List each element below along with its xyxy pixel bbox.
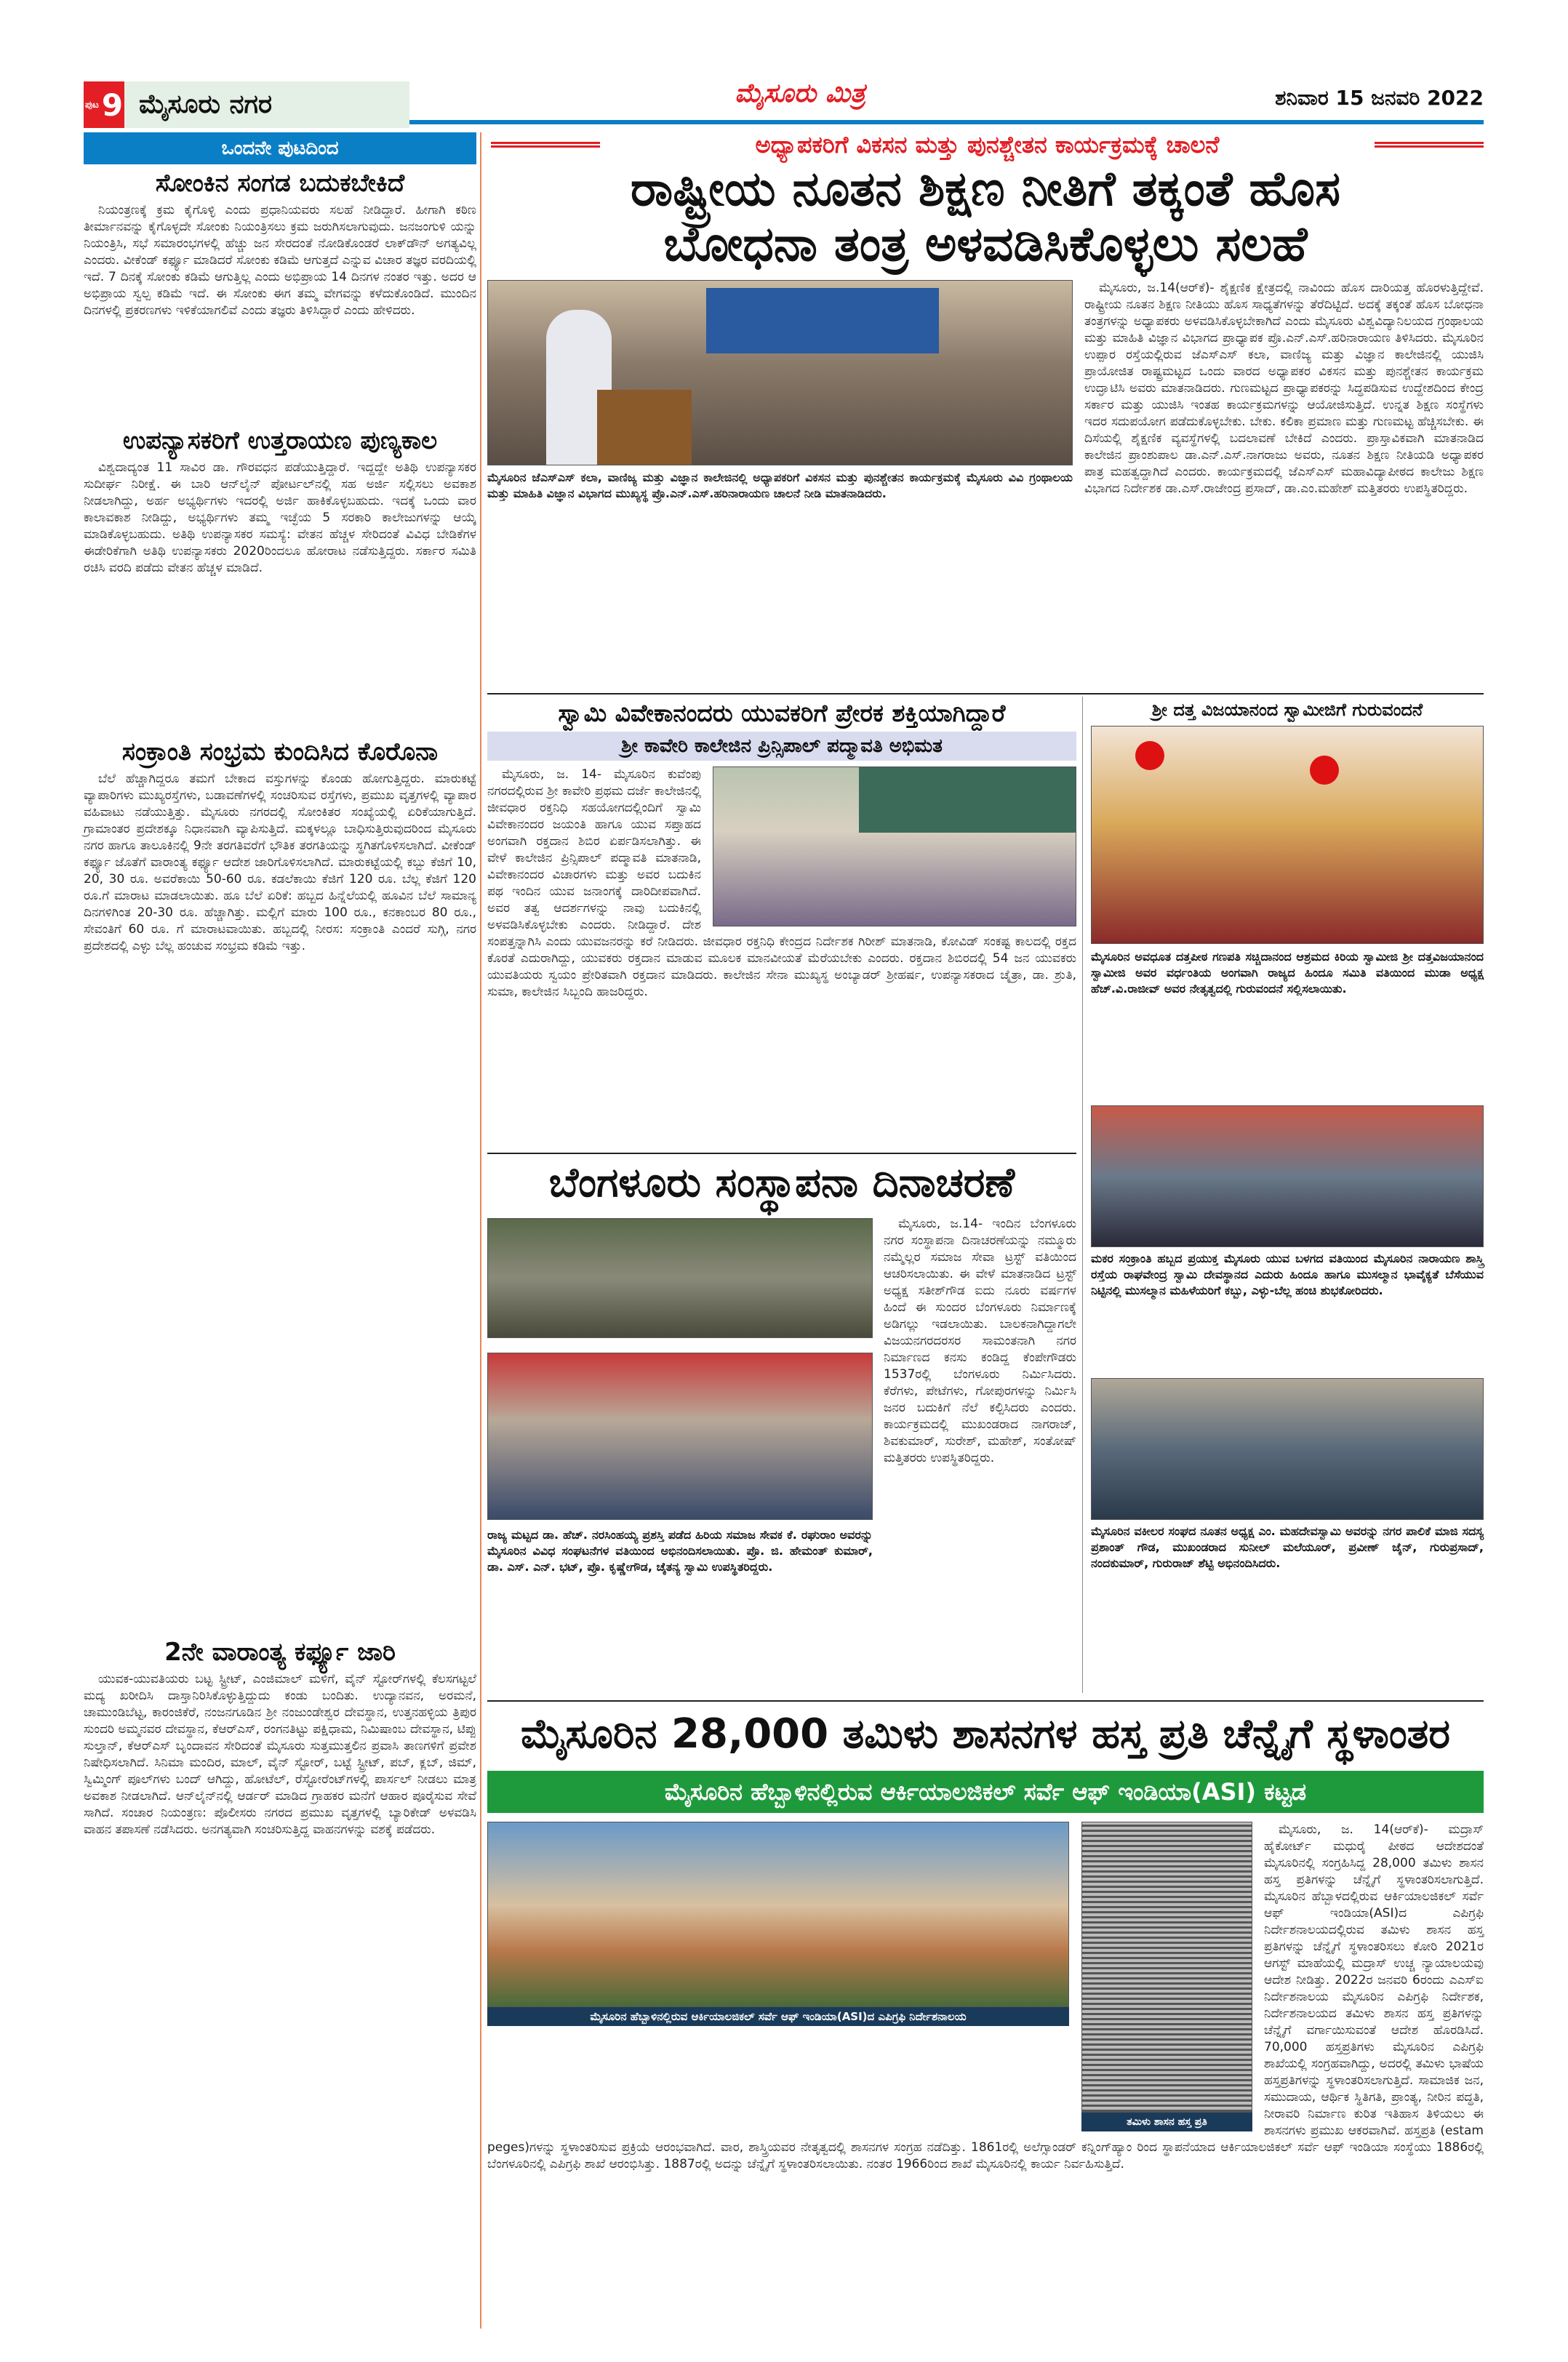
section-divider	[487, 693, 1484, 694]
story-photo	[1091, 1378, 1484, 1520]
photo-caption: ಮೈಸೂರಿನ ವಕೀಲರ ಸಂಘದ ನೂತನ ಅಧ್ಯಕ್ಷ ಎಂ. ಮಹದೇವಸ್ವಾಮಿ ಅವರನ್ನು ನಗರ ಪಾಲಿಕೆ ಮಾಜಿ ಸದಸ್ಯ ಪ್ರಶಾಂತ್ ಗೌಡ, ಮುಖಂಡರಾದ ಸುನೀಲ್ ಮಲೆಯೂರ್, ಪ್ರವೀಣ್ ಜೈನ್, ಗುರುಪ್ರಸಾದ್, ನಂದಕುಮಾರ್, ಗುರುರಾಜ್ ಶೆಟ್ಟಿ ಅಭಿನಂದಿಸಿದರು.	[1091, 1524, 1484, 1570]
header-rule	[409, 120, 1484, 124]
lead-figure	[487, 280, 1073, 502]
kicker-rule-left	[491, 142, 600, 148]
story-body	[487, 766, 1076, 1001]
story-photo	[713, 766, 1076, 926]
masthead: ಮೈಸೂರು ಮಿತ್ರ	[735, 79, 865, 108]
story-subheadline: ಶ್ರೀ ಕಾವೇರಿ ಕಾಲೇಜಿನ ಪ್ರಿನ್ಸಿಪಾಲ್ ಪದ್ಮಾವತಿ ಅಭಿಮತ	[487, 732, 1076, 761]
section-divider	[487, 1153, 1076, 1154]
kicker-rule-right	[1375, 142, 1484, 148]
article-title: ಉಪನ್ಯಾಸಕರಿಗೆ ಉತ್ತರಾಯಣ ಪುಣ್ಯಕಾಲ	[122, 426, 438, 455]
headline-line: ಬೋಧನಾ ತಂತ್ರ ಅಳವಡಿಸಿಕೊಳ್ಳಲು ಸಲಹೆ	[663, 216, 1308, 272]
tamil-figures	[487, 1822, 1252, 2131]
section-title: ಮೈಸೂರು ನಗರ	[124, 81, 409, 128]
paragraph: ಯುವಕ-ಯುವತಿಯರು ಬಟ್ಟ ಸ್ಟ್ರೀಟ್, ಎಂಜಿ‌ಮಾಲ್ ಮಳಿಗೆ, ವೈನ್ ಸ್ಟೋರ್‌ಗಳಲ್ಲಿ ಕೆಲಸಗಟ್ಟಲೆ ಮದ್ಯ ಖರೀದಿಸಿ ದಾಸ್ತಾನಿರಿಸಿಕೊಳ್ಳುತ್ತಿದ್ದುದು ಕಂಡು ಬಂದಿತು. ಉದ್ಯಾನವನ, ಅರಮನೆ, ಚಾಮುಂಡಿಬೆಟ್ಟ, ಕಾರಂಜಿಕೆರೆ, ನಂಜನಗೂಡಿನ ಶ್ರೀ ನಂಜುಂಡೇಶ್ವರ ದೇವಸ್ಥಾನ, ಉತ್ತನಹಳ್ಳಿಯ ತ್ರಿಪುರ ಸುಂದರಿ ಅಮ್ಮನವರ ದೇವಸ್ಥಾನ, ಕೆಆರ್‌ಎಸ್, ರಂಗನತಿಟ್ಟು ಪಕ್ಷಿಧಾಮ, ನಿಮಿಷಾಂಬ ದೇವಸ್ಥಾನ, ಟಿಪ್ಪು ಸುಲ್ತಾನ್, ಕೆಆರ್‌ಎಸ್ ಬೃಂದಾವನ ಸೇರಿದಂತೆ ಮೈಸೂರು ಸುತ್ತಮುತ್ತಲಿನ ಪ್ರವಾಸಿ ತಾಣಗಳಿಗೆ ಪ್ರವೇಶ ನಿಷೇಧಿಸಲಾಗಿದೆ. ಸಿನಿಮಾ ಮಂದಿರ, ಮಾಲ್, ವೈನ್ ಸ್ಟೋರ್, ಬಟ್ಟೆ ಸ್ಟ್ರೀಟ್, ಪಬ್, ಕ್ಲಬ್, ಜಿಮ್, ಸ್ವಿಮ್ಮಿಂಗ್ ಪೂಲ್‌ಗಳು ಬಂದ್ ಆಗಿದ್ದು, ಹೋಟೆಲ್, ರೆಸ್ಟೋರೆಂಟ್‌ಗಳಲ್ಲಿ ಪಾರ್ಸಲ್ ನೀಡಲು ಮಾತ್ರ ಅವಕಾಶ ನೀಡಲಾಗಿದೆ. ಆನ್‌ಲೈನ್‌ನಲ್ಲಿ ಆರ್ಡರ್ ಮಾಡಿದ ಗ್ರಾಹಕರ ಮನೆಗೆ ಆಹಾರ ಪೂರೈಸುವ ಸೇವೆ ಸಾಗಿದೆ. ಸಂಚಾರ ನಿಯಂತ್ರಣ: ಪೊಲೀಸರು ನಗರದ ಪ್ರಮುಖ ವೃತ್ತಗಳಲ್ಲಿ ಬ್ಯಾರಿಕೇಡ್ ಅಳವಡಿಸಿ ವಾಹನ ತಪಾಸಣೆ ನಡೆಸಿದರು. ಅನಗತ್ಯವಾಗಿ ಸಂಚರಿಸುತ್ತಿದ್ದ ವಾಹನಗಳನ್ನು ವಶಕ್ಕೆ ಪಡೆದರು.	[84, 1672, 476, 1837]
from-page-one-banner: ಒಂದನೇ ಪುಟದಿಂದ	[84, 132, 476, 164]
page-label: ಪುಟ	[84, 99, 99, 111]
article-body	[84, 460, 476, 577]
article-title: ಸೋಂಕಿನ ಸಂಗಡ ಬದುಕಬೇಕಿದೆ	[155, 169, 405, 198]
story-photo	[487, 1353, 873, 1520]
photo-caption: ರಾಜ್ಯ ಮಟ್ಟದ ಡಾ. ಹೆಚ್. ನರಸಿಂಹಯ್ಯ ಪ್ರಶಸ್ತಿ ಪಡೆದ ಹಿರಿಯ ಸಮಾಜ ಸೇವಕ ಕೆ. ರಘುರಾಂ ಅವರನ್ನು ಮೈಸೂರಿನ ವಿವಿಧ ಸಂಘಟನೆಗಳ ವತಿಯಿಂದ ಅಭಿನಂದಿಸಲಾಯಿತು. ಪ್ರೊ. ಜಿ. ಹೇಮಂತ್ ಕುಮಾರ್, ಡಾ. ಎಸ್. ಎನ್. ಭಟ್, ಪ್ರೊ. ಕೃಷ್ಣೇಗೌಡ, ಚೈತನ್ಯ ಸ್ವಾಮಿ ಉಪಸ್ಥಿತರಿದ್ದರು.	[487, 1528, 873, 1574]
story-subheadline: ಮೈಸೂರಿನ ಹೆಬ್ಬಾಳಿನಲ್ಲಿರುವ ಆರ್ಕಿಯಾಲಜಿಕಲ್ ಸರ್ವೆ ಆಫ್ ಇಂಡಿಯಾ(ASI) ಕಟ್ಟಡ	[487, 1771, 1484, 1813]
photo-caption: ತಮಿಳು ಶಾಸನ ಹಸ್ತ ಪ್ರತಿ	[1081, 2113, 1252, 2131]
paragraph: ಮೈಸೂರು, ಜ.14- ಇಂದಿನ ಬೆಂಗಳೂರು ನಗರ ಸಂಸ್ಥಾಪನಾ ದಿನಾಚರಣೆಯನ್ನು ನಮ್ಮೂರು ನಮ್ಮೆಲ್ಲರ ಸಮಾಜ ಸೇವಾ ಟ್ರಸ್ಟ್ ವತಿಯಿಂದ ಆಚರಿಸಲಾಯಿತು. ಈ ವೇಳೆ ಮಾತನಾಡಿದ ಟ್ರಸ್ಟ್ ಅಧ್ಯಕ್ಷ ಸತೀಶ್‌ಗೌಡ ಐದು ನೂರು ವರ್ಷಗಳ ಹಿಂದೆ ಈ ಸುಂದರ ಬೆಂಗಳೂರು ನಿರ್ಮಾಣಕ್ಕೆ ಅಡಿಗಲ್ಲು ಇಡಲಾಯಿತು. ಬಾಲಕನಾಗಿದ್ದಾಗಲೇ ವಿಜಯನಗರದರಸರ ಸಾಮಂತನಾಗಿ ನಗರ ನಿರ್ಮಾಣದ ಕನಸು ಕಂಡಿದ್ದ ಕೆಂಪೇಗೌಡರು 1537ರಲ್ಲಿ ಬೆಂಗಳೂರು ನಿರ್ಮಿಸಿದರು. ಕೆರೆಗಳು, ಪೇಟೆಗಳು, ಗೋಪುರಗಳನ್ನು ನಿರ್ಮಿಸಿ ಜನರ ಬದುಕಿಗೆ ನೆಲೆ ಕಲ್ಪಿಸಿದರು ಎಂದರು. ಕಾರ್ಯಕ್ರಮದಲ್ಲಿ ಮುಖಂಡರಾದ ನಾಗರಾಜ್, ಶಿವಕುಮಾರ್, ಸುರೇಶ್, ಮಹೇಶ್, ಸಂತೋಷ್ ಮತ್ತಿತರರು ಉಪಸ್ಥಿತರಿದ್ದರು.	[884, 1217, 1076, 1465]
paragraph: ಮೈಸೂರು, ಜ. 14(ಆರ್‌ಕೆ)- ಮದ್ರಾಸ್ ಹೈಕೋರ್ಟ್ ಮಧುರೈ ಪೀಠದ ಆದೇಶದಂತೆ ಮೈಸೂರಿನಲ್ಲಿ ಸಂಗ್ರಹಿಸಿದ್ದ 28,000 ತಮಿಳು ಶಾಸನ ಹಸ್ತ ಪ್ರತಿಗಳನ್ನು ಚೆನ್ನೈಗೆ ಸ್ಥಳಾಂತರಿಸಲಾಗುತ್ತಿದೆ. ಮೈಸೂರಿನ ಹೆಬ್ಬಾಳದಲ್ಲಿರುವ ಆರ್ಕಿಯಾಲಜಿಕಲ್ ಸರ್ವೆ ಆಫ್ ಇಂಡಿಯಾ(ASI)ದ ಎಪಿಗ್ರಫಿ ನಿರ್ದೇಶನಾಲಯದಲ್ಲಿರುವ ತಮಿಳು ಶಾಸನ ಹಸ್ತ ಪ್ರತಿಗಳನ್ನು ಚೆನ್ನೈಗೆ ಸ್ಥಳಾಂತರಿಸಲು ಕೋರಿ 2021ರ ಆಗಸ್ಟ್ ಮಾಹೆಯಲ್ಲಿ ಮದ್ರಾಸ್ ಉಚ್ಚ ನ್ಯಾಯಾಲಯವು ಆದೇಶ ನೀಡಿತ್ತು. 2022ರ ಜನವರಿ 6ರಂದು ಎಎಸ್‌ಐ ನಿರ್ದೇಶನಾಲಯ ಮೈಸೂರಿನ ಎಪಿಗ್ರಫಿ ನಿರ್ದೇಶಕ, ನಿರ್ದೇಶನಾಲಯದ ತಮಿಳು ಶಾಸನ ಹಸ್ತ ಪ್ರತಿಗಳನ್ನು ಚೆನ್ನೈಗೆ ವರ್ಗಾಯಿಸುವಂತೆ ಆದೇಶ ಹೊರಡಿಸಿದೆ. 70,000 ಹಸ್ತಪ್ರತಿಗಳು ಮೈಸೂರಿನ ಎಪಿಗ್ರಫಿ ಶಾಖೆಯಲ್ಲಿ ಸಂಗ್ರಹವಾಗಿದ್ದು, ಅದರಲ್ಲಿ ತಮಿಳು ಭಾಷೆಯ ಹಸ್ತಪ್ರತಿಗಳನ್ನು ಸ್ಥಳಾಂತರಿಸಲಾಗುತ್ತಿದೆ. ಸಾಮಾಜಿಕ ಜನ, ಸಮುದಾಯ, ಆರ್ಥಿಕ ಸ್ಥಿತಿಗತಿ, ಪ್ರಾಂತ್ಯ, ನೀರಿನ ಪದ್ಧತಿ, ನೀರಾವರಿ ನಿರ್ಮಾಣ ಕುರಿತ ಇತಿಹಾಸ ತಿಳಿಯಲು ಈ ಶಾಸನಗಳು ಪ್ರಮುಖ ಆಕರವಾಗಿವೆ. ಹಸ್ತಪ್ರತಿ (estam peges)ಗಳನ್ನು ಸ್ಥಳಾಂತರಿಸುವ ಪ್ರಕ್ರಿಯೆ ಆರಂಭವಾಗಿದೆ. ವಾರ, ಶಾಸ್ತ್ರಿಯವರ ನೇತೃತ್ವದಲ್ಲಿ ಶಾಸನಗಳ ಸಂಗ್ರಹ ನಡೆದಿತ್ತು. 1861ರಲ್ಲಿ ಅಲೆಗ್ಸಾಂಡರ್ ಕನ್ನಿಂಗ್‌ಹ್ಯಾಂ ರಿಂದ ಸ್ಥಾಪನೆಯಾದ ಆರ್ಕಿಯಾಲಜಿಕಲ್ ಸರ್ವೆ ಆಫ್ ಇಂಡಿಯಾ ಸಂಸ್ಥೆಯು 1886ರಲ್ಲಿ ಬೆಂಗಳೂರಿನಲ್ಲಿ ಎಪಿಗ್ರಫಿ ಶಾಖೆ ಆರಂಭಿಸಿತ್ತು. 1887ರಲ್ಲಿ ಅದನ್ನು ಚೆನ್ನೈಗೆ ಸ್ಥಳಾಂತರಿಸಲಾಯಿತು. ನಂತರ 1966ರಿಂದ ಶಾಖೆ ಮೈಸೂರಿನಲ್ಲಿ ಕಾರ್ಯ ನಿರ್ವಹಿಸುತ್ತಿದೆ.	[487, 1822, 1484, 2171]
photo-caption: ಮೈಸೂರಿನ ಹೆಬ್ಬಾಳಿನಲ್ಲಿರುವ ಆರ್ಕಿಯಾಲಜಿಕಲ್ ಸರ್ವೆ ಆಫ್ ಇಂಡಿಯಾ(ASI)ದ ಎಪಿಗ್ರಫಿ ನಿರ್ದೇಶನಾಲಯ	[487, 2007, 1069, 2026]
story-headline: ಸ್ವಾಮಿ ವಿವೇಕಾನಂದರು ಯುವಕರಿಗೆ ಪ್ರೇರಕ ಶಕ್ತಿಯಾಗಿದ್ದಾರೆ	[558, 699, 1006, 727]
story-body	[487, 1822, 1484, 2173]
article-title: ಸಂಕ್ರಾಂತಿ ಸಂಭ್ರಮ ಕುಂದಿಸಿದ ಕೊರೊನಾ	[121, 737, 439, 766]
article-body	[84, 771, 476, 955]
article-body	[84, 202, 476, 319]
lead-body	[487, 280, 1484, 508]
article-title: 2ನೇ ವಾರಾಂತ್ಯ ಕರ್ಫ್ಯೂ ಜಾರಿ	[164, 1638, 396, 1667]
asi-building-figure	[487, 1822, 1069, 2131]
photo-caption: ಮೈಸೂರಿನ ಅವಧೂತ ದತ್ತಪೀಠ ಗಣಪತಿ ಸಚ್ಚಿದಾನಂದ ಆಶ್ರಮದ ಕಿರಿಯ ಸ್ವಾಮೀಜಿ ಶ್ರೀ ದತ್ತವಿಜಯಾನಂದ ಸ್ವಾಮೀಜಿ ಅವರ ವರ್ಧಂತಿಯ ಅಂಗವಾಗಿ ರಾಜ್ಯದ ಹಿಂದೂ ಸಮಿತಿ ವತಿಯಿಂದ ಮುಡಾ ಅಧ್ಯಕ್ಷ ಹೆಚ್.ವಿ.ರಾಜೀವ್ ಅವರ ನೇತೃತ್ವದಲ್ಲಿ ಗುರುವಂದನೆ ಸಲ್ಲಿಸಲಾಯಿತು.	[1091, 950, 1484, 996]
photo-caption: ಮಕರ ಸಂಕ್ರಾಂತಿ ಹಬ್ಬದ ಪ್ರಯುಕ್ತ ಮೈಸೂರು ಯುವ ಬಳಗದ ವತಿಯಿಂದ ಮೈಸೂರಿನ ನಾರಾಯಣ ಶಾಸ್ತ್ರಿ ರಸ್ತೆಯ ರಾಘವೇಂದ್ರ ಸ್ವಾಮಿ ದೇವಸ್ಥಾನದ ಎದುರು ಹಿಂದೂ ಹಾಗೂ ಮುಸಲ್ಮಾನ ಭಾವೈಕ್ಯತೆ ಬೆಸೆಯುವ ನಿಟ್ಟಿನಲ್ಲಿ ಮುಸಲ್ಮಾನ ಮಹಿಳೆಯರಿಗೆ ಕಬ್ಬು, ಎಳ್ಳು-ಬೆಲ್ಲ ಹಂಚಿ ಶುಭಕೋರಿದರು.	[1091, 1252, 1484, 1297]
page-number: 9	[101, 87, 124, 123]
story-photo	[487, 1218, 873, 1338]
inscription-photo	[1081, 1822, 1252, 2113]
paragraph: ಬೆಲೆ ಹೆಚ್ಚಾಗಿದ್ದರೂ ತಮಗೆ ಬೇಕಾದ ವಸ್ತುಗಳನ್ನು ಕೊಂಡು ಹೋಗುತ್ತಿದ್ದರು. ಮಾರುಕಟ್ಟೆ ವ್ಯಾಪಾರಿಗಳು ಮುಖ್ಯರಸ್ತೆಗಳು, ಬಡಾವಣೆಗಳಲ್ಲಿ ಸಂಚರಿಸುವ ರಸ್ತೆಗಳು, ಪ್ರಮುಖ ವೃತ್ತಗಳಲ್ಲಿ ವ್ಯಾಪಾರ ವಹಿವಾಟು ನಡೆಯುತ್ತಿತ್ತು. ಮೈಸೂರು ನಗರದಲ್ಲಿ ಸೋಂಕಿತರ ಸಂಖ್ಯೆಯಲ್ಲಿ ಏರಿಕೆಯಾಗುತ್ತಿದೆ. ಗ್ರಾಮಾಂತರ ಪ್ರದೇಶಕ್ಕೂ ನಿಧಾನವಾಗಿ ವ್ಯಾಪಿಸುತ್ತಿದೆ. ಮಕ್ಕಳಲ್ಲೂ ಬಾಧಿಸುತ್ತಿರುವುದರಿಂದ ಮೈಸೂರು ನಗರ ಹಾಗೂ ತಾಲೂಕಿನಲ್ಲಿ 9ನೇ ತರಗತಿವರೆಗೆ ಭೌತಿಕ ತರಗತಿಯನ್ನು ಸ್ಥಗಿತಗೊಳಿಸಲಾಗಿದೆ. ವೀಕೆಂಡ್ ಕರ್ಫ್ಯೂ ಜೊತೆಗೆ ವಾರಾಂತ್ಯ ಕರ್ಫ್ಯೂ ಆದೇಶ ಜಾರಿಗೊಳಿಸಲಾಗಿದೆ. ಮಾರುಕಟ್ಟೆಯಲ್ಲಿ ಕಬ್ಬು ಕೆಜಿಗೆ 10, 20, 30 ರೂ. ಅವರೆಕಾಯಿ 50-60 ರೂ. ಕಡಲೆಕಾಯಿ ಕೆಜಿಗೆ 120 ರೂ. ಬೆಲ್ಲ ಕೆಜಿಗೆ 120 ರೂ.ಗೆ ಮಾರಾಟ ಮಾಡಲಾಯಿತು. ಹೂ ಬೆಲೆ ಏರಿಕೆ: ಹಬ್ಬದ ಹಿನ್ನೆಲೆಯಲ್ಲಿ ಹೂವಿನ ಬೆಲೆ ಸಾಮಾನ್ಯ ದಿನಗಳಿಗಿಂತ 20-30 ರೂ. ಹೆಚ್ಚಾಗಿತ್ತು. ಮಲ್ಲಿಗೆ ಮಾರು 100 ರೂ., ಕನಕಾಂಬರ 80 ರೂ., ಸೇವಂತಿಗೆ 60 ರೂ. ಗೆ ಮಾರಾಟವಾಯಿತು. ಹಬ್ಬದಲ್ಲಿ ನೀರಸ: ಸಂಕ್ರಾಂತಿ ಎಂದರೆ ಸುಗ್ಗಿ, ನಗರ ಪ್ರದೇಶದಲ್ಲಿ ಎಳ್ಳು ಬೆಲ್ಲ ಹಂಚುವ ಸಂಭ್ರಮ ಕಡಿಮೆ ಇತ್ತು.	[84, 772, 476, 953]
asi-building-photo	[487, 1822, 1069, 2007]
column-divider	[1082, 697, 1083, 1693]
paragraph: ನಿಯಂತ್ರಣಕ್ಕೆ ಕ್ರಮ ಕೈಗೊಳ್ಳಿ ಎಂದು ಪ್ರಧಾನಿಯವರು ಸಲಹೆ ನೀಡಿದ್ದಾರೆ. ಹೀಗಾಗಿ ಕಠಿಣ ತೀರ್ಮಾನವನ್ನು ಕೈಗೊಳ್ಳದೇ ಸೋಂಕು ನಿಯಂತ್ರಿಸಲು ಕ್ರಮ ಜರುಗಿಸಲಾಗುವುದು. ಜನಜಂಗುಳಿ ಯನ್ನು ನಿಯಂತ್ರಿಸಿ, ಸಭೆ ಸಮಾರಂಭಗಳಲ್ಲಿ ಹೆಚ್ಚು ಜನ ಸೇರದಂತೆ ನೋಡಿಕೊಂಡರೆ ಲಾಕ್‌ಡೌನ್ ಅಗತ್ಯವಿಲ್ಲ ಎಂದರು. ವೀಕೆಂಡ್ ಕರ್ಫ್ಯೂ ಮಾಡಿದರೆ ಸೋಂಕು ಕಡಿಮೆ ಆಗುತ್ತದೆ ಎನ್ನುವ ವಿಚಾರ ತಜ್ಞರ ವರದಿಯಲ್ಲಿ ಇದೆ. 7 ದಿನಕ್ಕೆ ಸೋಂಕು ಕಡಿಮೆ ಆಗುತ್ತಿಲ್ಲ ಎಂದು ಅಭಿಪ್ರಾಯ 14 ದಿನಗಳ ನಂತರ ಇತ್ತು. ಅದರ ಆ ಅಭಿಪ್ರಾಯ ಸ್ವಲ್ಪ ಕಡಿಮೆ ಇದೆ. ಈ ಸೋಂಕು ಈಗ ತಮ್ಮ ವೇಗವನ್ನು ಕಳೆದುಕೊಂಡಿದೆ. ಮುಂದಿನ ದಿನಗಳಲ್ಲಿ ಪ್ರಕರಣಗಳು ಇಳಿಕೆಯಾಗಲಿವೆ ಎಂದು ತಜ್ಞರು ತಿಳಿಸಿದ್ದಾರೆ ಎಂದು ಹೇಳಿದರು.	[84, 203, 476, 318]
story-headline: ಬೆಂಗಳೂರು ಸಂಸ್ಥಾಪನಾ ದಿನಾಚರಣೆ	[548, 1159, 1015, 1206]
lead-headline	[487, 161, 1484, 272]
story-photo	[1091, 726, 1484, 944]
left-column-divider	[480, 132, 481, 2329]
story-photo	[1091, 1105, 1484, 1247]
paragraph: ವಿಶ್ವದಾದ್ಯಂತ 11 ಸಾವಿರ ಡಾ. ಗೌರವಧನ ಪಡೆಯುತ್ತಿದ್ದಾರೆ. ಇದ್ದದ್ದೇ ಅತಿಥಿ ಉಪನ್ಯಾಸಕರ ಸುದೀರ್ಘ ನಿರೀಕ್ಷೆ. ಈ ಬಾರಿ ಆನ್‌ಲೈನ್ ಪೋರ್ಟಲ್‌ನಲ್ಲಿ ಸಹ ಅರ್ಜಿ ಸಲ್ಲಿಸಲು ಅವಕಾಶ ನೀಡಲಾಗಿದ್ದು, ಅರ್ಹ ಅಭ್ಯರ್ಥಿಗಳು ಇದರಲ್ಲಿ ಅರ್ಜಿ ಹಾಕಿಕೊಳ್ಳಬಹುದು. ಇದಕ್ಕೆ ಒಂದು ವಾರ ಕಾಲಾವಕಾಶ ನೀಡಿದ್ದು, ಅಭ್ಯರ್ಥಿಗಳು ತಮ್ಮ ಇಚ್ಛೆಯ 5 ಸರಕಾರಿ ಕಾಲೇಜುಗಳನ್ನು ಆಯ್ಕೆ ಮಾಡಿಕೊಳ್ಳಬಹುದು. ಅತಿಥಿ ಉಪನ್ಯಾಸಕರ ಸಮಸ್ಯೆ: ವೇತನ ಹೆಚ್ಚಳ ಸೇರಿದಂತೆ ವಿವಿಧ ಬೇಡಿಕೆಗಳ ಈಡೇರಿಕೆಗಾಗಿ ಅತಿಥಿ ಉಪನ್ಯಾಸಕರು 2020ರಿಂದಲೂ ಹೋರಾಟ ನಡೆಸುತ್ತಿದ್ದರು. ಸರ್ಕಾರ ಸಮಿತಿ ರಚಿಸಿ ವರದಿ ಪಡೆದು ವೇತನ ಹೆಚ್ಚಳ ಮಾಡಿದೆ.	[84, 460, 476, 575]
story-body	[884, 1216, 1076, 1467]
section-divider	[487, 1700, 1484, 1702]
kicker: ಅಧ್ಯಾಪಕರಿಗೆ ವಿಕಸನ ಮತ್ತು ಪುನಶ್ಚೇತನ ಕಾರ್ಯಕ್ರಮಕ್ಕೆ ಚಾಲನೆ	[755, 131, 1220, 159]
issue-date: ಶನಿವಾರ 15 ಜನವರಿ 2022	[1275, 86, 1484, 110]
page-number-badge	[84, 81, 124, 128]
story-headline: ಶ್ರೀ ದತ್ತ ವಿಜಯಾನಂದ ಸ್ವಾಮೀಜಿಗೆ ಗುರುವಂದನೆ	[1151, 700, 1423, 720]
article-body	[84, 1671, 476, 1838]
paragraph: ಮೈಸೂರು, ಜ. 14- ಮೈಸೂರಿನ ಕುವೆಂಪು ನಗರದಲ್ಲಿರುವ ಶ್ರೀ ಕಾವೇರಿ ಪ್ರಥಮ ದರ್ಜೆ ಕಾಲೇಜಿನಲ್ಲಿ ಜೀವಧಾರ ರಕ್ತನಿಧಿ ಸಹಯೋಗದಲ್ಲಿಂದಿಗೆ ಸ್ವಾಮಿ ವಿವೇಕಾನಂದರ ಜಯಂತಿ ಹಾಗೂ ಯುವ ಸಪ್ತಾಹದ ಅಂಗವಾಗಿ ರಕ್ತದಾನ ಶಿಬಿರ ಏರ್ಪಡಿಸಲಾಗಿತ್ತು. ಈ ವೇಳೆ ಕಾಲೇಜಿನ ಪ್ರಿನ್ಸಿಪಾಲ್ ಪದ್ಮಾವತಿ ಮಾತನಾಡಿ, ವಿವೇಕಾನಂದರ ವಿಚಾರಗಳು ಮತ್ತು ಅವರ ಬದುಕಿನ ಪಥ ಇಂದಿನ ಯುವ ಜನಾಂಗಕ್ಕೆ ದಾರಿದೀಪವಾಗಿದೆ. ಅವರ ತತ್ವ ಆದರ್ಶಗಳನ್ನು ನಾವು ಬದುಕಿನಲ್ಲಿ ಅಳವಡಿಸಿಕೊಳ್ಳಬೇಕು ಎಂದರು. ನೀಡಿದ್ದಾರೆ. ದೇಶ ಸಂಪತ್ತನ್ನಾಗಿಸಿ ಎಂದು ಯುವಜನರನ್ನು ಕರೆ ನೀಡಿದರು. ಜೀವಧಾರ ರಕ್ತನಿಧಿ ಕೇಂದ್ರದ ನಿರ್ದೇಶಕ ಗಿರೀಶ್ ಮಾತನಾಡಿ, ಕೋವಿಡ್ ಸಂಕಷ್ಟ ಕಾಲದಲ್ಲಿ ರಕ್ತದ ಕೊರತೆ ಎದುರಾಗಿದ್ದು, ಯುವಕರು ರಕ್ತದಾನ ಮಾಡುವ ಮೂಲಕ ಮಾನವೀಯತೆ ಮೆರೆಯಬೇಕು ಎಂದರು. ರಕ್ತದಾನ ಶಿಬಿರದಲ್ಲಿ 54 ಜನ ಯುವಕರು ಯುವತಿಯರು ಸ್ವಯಂ ಪ್ರೇರಿತವಾಗಿ ರಕ್ತದಾನ ಮಾಡಿದರು. ಕಾಲೇಜಿನ ಸೇನಾ ಮುಖ್ಯಸ್ಥ ಅಂಬ್ಯಾಡರ್ ಶ್ರೀಹರ್ಷ, ಉಪನ್ಯಾಸಕರಾದ ಚೈತ್ರಾ, ಡಾ. ಶ್ರುತಿ, ಸುಮಾ, ಕಾಲೇಜಿನ ಸಿಬ್ಬಂದಿ ಹಾಜರಿದ್ದರು.	[487, 767, 1076, 999]
lead-photo	[487, 280, 1073, 465]
lead-photo-caption: ಮೈಸೂರಿನ ಜೆಎಸ್‌ಎಸ್ ಕಲಾ, ವಾಣಿಜ್ಯ ಮತ್ತು ವಿಜ್ಞಾನ ಕಾಲೇಜಿನಲ್ಲಿ ಅಧ್ಯಾಪಕರಿಗೆ ವಿಕಸನ ಮತ್ತು ಪುನಶ್ಚೇತನ ಕಾರ್ಯಕ್ರಮಕ್ಕೆ ಮೈಸೂರು ವಿವಿ ಗ್ರಂಥಾಲಯ ಮತ್ತು ಮಾಹಿತಿ ವಿಜ್ಞಾನ ವಿಭಾಗದ ಮುಖ್ಯಸ್ಥ ಪ್ರೊ.ಎನ್.ಎಸ್.ಹರಿನಾರಾಯಣ ಚಾಲನೆ ನೀಡಿ ಮಾತನಾಡಿದರು.	[487, 471, 1073, 500]
paragraph: ಮೈಸೂರು, ಜ.14(ಆರ್‌ಕೆ)- ಶೈಕ್ಷಣಿಕ ಕ್ಷೇತ್ರದಲ್ಲಿ ನಾವಿಂದು ಹೊಸ ದಾರಿಯತ್ತ ಹೊರಳುತ್ತಿದ್ದೇವೆ. ರಾಷ್ಟ್ರೀಯ ನೂತನ ಶಿಕ್ಷಣ ನೀತಿಯು ಹೊಸ ಸಾಧ್ಯತೆಗಳನ್ನು ತೆರೆದಿಟ್ಟಿದೆ. ಅದಕ್ಕೆ ತಕ್ಕಂತೆ ಹೊಸ ಬೋಧನಾ ತಂತ್ರಗಳನ್ನು ಅಧ್ಯಾಪಕರು ಅಳವಡಿಸಿಕೊಳ್ಳಬೇಕಾಗಿದೆ ಎಂದು ಮೈಸೂರು ವಿಶ್ವವಿದ್ಯಾನಿಲಯದ ಗ್ರಂಥಾಲಯ ಮತ್ತು ಮಾಹಿತಿ ವಿಜ್ಞಾನ ವಿಭಾಗದ ಪ್ರಾಧ್ಯಾಪಕ ಪ್ರೊ.ಎನ್.ಎಸ್.ಹರಿನಾರಾಯಣ ತಿಳಿಸಿದರು. ಮೈಸೂರಿನ ಉಪ್ಪಾರ ರಸ್ತೆಯಲ್ಲಿರುವ ಜೆಎಸ್‌ಎಸ್ ಕಲಾ, ವಾಣಿಜ್ಯ ಮತ್ತು ವಿಜ್ಞಾನ ಕಾಲೇಜಿನಲ್ಲಿ ಯುಜಿಸಿ ಪ್ರಾಯೋಜಿತ ರಾಷ್ಟ್ರಮಟ್ಟದ ಒಂದು ವಾರದ ಅಧ್ಯಾಪಕರ ವಿಕಸನ ಮತ್ತು ಪುನಶ್ಚೇತನ ಕಾರ್ಯಕ್ರಮ ಉದ್ಘಾಟಿಸಿ ಅವರು ಮಾತನಾಡಿದರು. ಗುಣಮಟ್ಟದ ಪ್ರಾಧ್ಯಾಪಕರನ್ನು ಸಿದ್ಧಪಡಿಸುವ ಉದ್ದೇಶದಿಂದ ಕೇಂದ್ರ ಸರ್ಕಾರ ಮತ್ತು ಯುಜಿಸಿ ಇಂತಹ ಕಾರ್ಯಕ್ರಮಗಳನ್ನು ಆಯೋಜಿಸುತ್ತಿದೆ. ಉನ್ನತ ಶಿಕ್ಷಣ ಸಂಸ್ಥೆಗಳು ಇದರ ಸದುಪಯೋಗ ಪಡೆದುಕೊಳ್ಳಬೇಕು. ಬೇಕು. ಕಲಿಕಾ ಪ್ರಮಾಣ ಮತ್ತು ಗುಣಮಟ್ಟ ಹೆಚ್ಚಿಸಬೇಕು. ಈ ದಿಸೆಯಲ್ಲಿ ಶೈಕ್ಷಣಿಕ ವ್ಯವಸ್ಥೆಗಳಲ್ಲಿ ಬದಲಾವಣೆ ಬೇಕಿದೆ ಎಂದರು. ಪ್ರಾಸ್ತಾವಿಕವಾಗಿ ಮಾತನಾಡಿದ ಕಾಲೇಜಿನ ಪ್ರಾಂಶುಪಾಲ ಡಾ.ಎನ್.ಎಸ್.ನಾಗರಾಜು ಅವರು, ನೂತನ ಶಿಕ್ಷಣ ನೀತಿಯಡಿ ಅಧ್ಯಾಪಕರ ಪಾತ್ರ ಮಹತ್ವದ್ದಾಗಿದೆ ಎಂದರು. ಕಾರ್ಯಕ್ರಮದಲ್ಲಿ ಜೆಎಸ್‌ಎಸ್ ಮಹಾವಿದ್ಯಾಪೀಠದ ಕಾಲೇಜು ಶಿಕ್ಷಣ ವಿಭಾಗದ ನಿರ್ದೇಶಕ ಡಾ.ಎಸ್.ರಾಜೇಂದ್ರ ಪ್ರಸಾದ್, ಡಾ.ಎಂ.ಮಹೇಶ್ ಮತ್ತಿತರರು ಉಪಸ್ಥಿತರಿದ್ದರು.	[1084, 281, 1484, 496]
story-headline: ಮೈಸೂರಿನ 28,000 ತಮಿಳು ಶಾಸನಗಳ ಹಸ್ತ ಪ್ರತಿ ಚೆನ್ನೈಗೆ ಸ್ಥಳಾಂತರ	[521, 1710, 1450, 1758]
headline-line: ರಾಷ್ಟ್ರೀಯ ನೂತನ ಶಿಕ್ಷಣ ನೀತಿಗೆ ತಕ್ಕಂತೆ ಹೊಸ	[631, 161, 1340, 217]
inscription-figure	[1081, 1822, 1252, 2131]
